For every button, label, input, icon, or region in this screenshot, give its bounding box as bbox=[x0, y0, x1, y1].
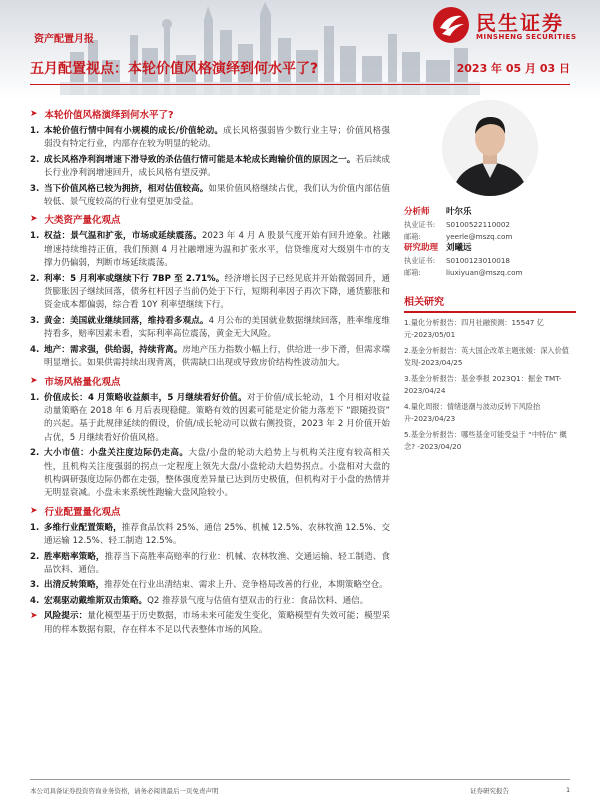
list-item bbox=[30, 315, 390, 342]
item-body: 推荐当下高胜率高赔率的行业：机械、农林牧渔、交通运输、轻工制造、食品饮料、通信。 bbox=[44, 551, 390, 575]
related-research-item[interactable]: 4.量化周报：情绪退潮与波动反转下风险抬升-2023/04/23 bbox=[404, 401, 541, 423]
analyst-block bbox=[404, 206, 576, 279]
footer-divider bbox=[30, 779, 570, 780]
item-bold: 大小市值：小盘关注度边际仍走高。 bbox=[44, 448, 189, 459]
item-body: 2023 年 4 月 A 股景气度开始有回升迹象。社融增速持续维持正值，我们预测 4 月社融增速为温和扩张水平，信贷维度对大级别牛市的支撑力仍偏弱，判断市场延续震荡。 bbox=[44, 231, 390, 269]
item-text bbox=[44, 392, 390, 446]
item-text bbox=[44, 183, 390, 210]
item-text bbox=[44, 125, 390, 152]
cert-number: S0100123010018 bbox=[446, 256, 511, 266]
list-item bbox=[30, 183, 390, 210]
item-body: 大盘/小盘的轮动大趋势上与机构关注度有较高相关性，且机构关注度强弱的拐点一定程度上领先大盘/小盘轮动大趋势拐点。小盘相对大盘的机构调研强度边际仍都在走强，整体强度差异量已达到历史极值，但机构对于小盘的热情并无明显衰减。小盘未来系统性跑输大盘风险较小。 bbox=[44, 448, 390, 499]
logo-chinese-name: 民生证券 bbox=[476, 11, 564, 35]
section-heading bbox=[30, 504, 390, 518]
item-number: 3. bbox=[30, 580, 40, 591]
analyst-photo bbox=[442, 100, 538, 196]
item-number: 3. bbox=[30, 315, 40, 326]
item-number: 1. bbox=[30, 522, 40, 533]
item-number: 1. bbox=[30, 231, 40, 242]
risk-text bbox=[44, 610, 390, 637]
section-heading-text: 本轮价值风格演绎到何水平了? bbox=[44, 110, 174, 121]
item-text bbox=[44, 522, 390, 549]
item-body: 房地产压力指数小幅上行，供给进一步下滑，但需求端明显增长。如果供需持续出现背离，供需缺口出现或导致房价结构性波动加大。 bbox=[44, 344, 390, 369]
analyst-name: 叶尔乐 bbox=[446, 207, 472, 217]
list-item bbox=[30, 344, 390, 371]
item-text bbox=[44, 595, 390, 608]
item-number: 2. bbox=[30, 448, 40, 459]
item-body: 如果价值风格继续占优，我们认为价值内部估值较低、景气度较高的行业有望更加受益。 bbox=[44, 183, 390, 208]
related-research-item[interactable]: 2.基金分析报告：英大国企改革主题张媛：深入价值发现-2023/04/25 bbox=[404, 345, 569, 367]
arrow-right-icon: ➤ bbox=[30, 611, 38, 622]
item-bold: 权益：景气温和扩张，市场或延续震荡。 bbox=[44, 231, 202, 242]
item-body: 4 月公布的美国就业数据继续回落，胜率维度维持看多，赔率因素未看，实际利率高位震荡，黄金无大风险。 bbox=[44, 315, 390, 340]
item-text bbox=[44, 344, 390, 371]
item-bold: 当下价值风格已较为拥挤，相对估值较高。 bbox=[44, 183, 209, 194]
related-research-item[interactable]: 1.量化分析报告：四月社融预测：15547 亿元-2023/05/01 bbox=[404, 317, 544, 339]
item-text bbox=[44, 579, 390, 592]
section-heading-text: 行业配置量化观点 bbox=[44, 506, 121, 518]
summary-column bbox=[30, 104, 390, 639]
footer-label: 证券研究报告 bbox=[470, 787, 509, 795]
item-bold: 本轮价值行情中间有小规模的成长/价值轮动。 bbox=[44, 126, 224, 136]
list-item bbox=[30, 595, 390, 608]
analyst-role: 分析师 bbox=[404, 207, 430, 217]
minsheng-logo-icon bbox=[432, 6, 470, 44]
email-label: 邮箱: bbox=[404, 231, 421, 241]
list-item bbox=[30, 551, 390, 578]
item-bold: 出清反转策略， bbox=[44, 580, 105, 591]
item-number: 1. bbox=[30, 126, 40, 136]
email-label: 邮箱: bbox=[404, 267, 421, 277]
related-research-list bbox=[404, 317, 576, 453]
list-item bbox=[30, 154, 390, 181]
person-portrait-icon bbox=[442, 100, 538, 196]
item-body: 推荐处在行业出清结束、需求上升、竞争格局改善的行业，本期策略空仓。 bbox=[104, 580, 388, 591]
related-research-heading: 相关研究 bbox=[404, 293, 576, 313]
item-bold: 多维行业配置策略， bbox=[44, 522, 122, 533]
item-body: Q2 推荐景气度与估值有望双击的行业：食品饮料、通信。 bbox=[147, 595, 369, 606]
item-text bbox=[44, 447, 390, 501]
item-text bbox=[44, 551, 390, 578]
item-number: 4. bbox=[30, 595, 40, 606]
arrow-right-icon: ➤ bbox=[30, 375, 38, 386]
arrow-right-icon: ➤ bbox=[30, 505, 38, 516]
city-skyline-image bbox=[60, 0, 480, 95]
report-header bbox=[0, 0, 600, 100]
item-bold: 地产：需求强，供给弱，持续背离。 bbox=[44, 344, 183, 355]
arrow-right-icon: ➤ bbox=[30, 109, 38, 119]
item-text bbox=[44, 273, 390, 313]
analyst-name: 刘曦远 bbox=[446, 243, 472, 254]
item-body: 成长风格强弱皆少数行业主导；价值风格强弱没有特定行业，内部存在较为明显的轮动。 bbox=[44, 126, 390, 150]
risk-warning bbox=[30, 610, 390, 637]
item-number: 2. bbox=[30, 551, 40, 562]
item-bold: 成长风格净利润增速下滑导致的杀估值行情可能是本轮成长跑输价值的原因之一。 bbox=[44, 154, 356, 165]
list-item bbox=[30, 579, 390, 592]
arrow-right-icon: ➤ bbox=[30, 214, 38, 225]
list-item bbox=[30, 273, 390, 313]
minsheng-logo bbox=[432, 6, 582, 46]
analyst-role: 研究助理 bbox=[404, 243, 439, 254]
item-bold: 黄金：美国就业继续回落，维持看多观点。 bbox=[44, 315, 209, 326]
item-bold: 价值成长：4 月策略收益颇丰，5 月继续看好价值。 bbox=[44, 392, 247, 403]
item-number: 1. bbox=[30, 392, 40, 403]
section-heading bbox=[30, 107, 390, 121]
analyst-email[interactable]: yeerle@mszq.com bbox=[446, 231, 513, 241]
report-type: 资产配置月报 bbox=[34, 34, 94, 45]
report-title: 五月配置视点：本轮价值风格演绎到何水平了? bbox=[30, 61, 319, 77]
list-item bbox=[30, 125, 390, 152]
analyst-email[interactable]: liuxiyuan@mszq.com bbox=[446, 267, 523, 277]
item-body: 推荐食品饮料 25%、通信 25%、机械 12.5%、农林牧渔 12.5%、交通运输 12.5%、轻工制造 12.5%。 bbox=[44, 522, 390, 547]
footer-disclaimer: 本公司具备证券投资咨询业务资格，请务必阅读最后一页免责声明 bbox=[30, 787, 219, 795]
cert-label: 执业证书: bbox=[404, 219, 436, 229]
item-body: 若后续成长行业净利润增速回升，成长风格有望反弹。 bbox=[44, 154, 390, 179]
list-item bbox=[30, 522, 390, 549]
section-heading-text: 市场风格量化观点 bbox=[44, 376, 121, 388]
cert-number: S0100522110002 bbox=[446, 219, 511, 229]
item-text bbox=[44, 154, 390, 181]
sidebar-column bbox=[404, 100, 576, 457]
item-text bbox=[44, 315, 390, 342]
item-text bbox=[44, 230, 390, 270]
page-number: 1 bbox=[566, 786, 571, 794]
item-number: 3. bbox=[30, 183, 40, 194]
item-number: 4. bbox=[30, 344, 40, 355]
logo-english-name: MINSHENG SECURITIES bbox=[476, 33, 577, 41]
related-research-item[interactable]: 5.基金分析报告：哪些基金可能受益于 “中特估” 概念? -2023/04/20 bbox=[404, 429, 567, 451]
related-research-item[interactable]: 3.基金分析报告：基金季报 2023Q1：掘金 TMT-2023/04/24 bbox=[404, 373, 562, 395]
item-bold: 利率：5 月利率或继续下行 7BP 至 2.71%。 bbox=[44, 273, 225, 284]
list-item bbox=[30, 230, 390, 270]
item-body: 对于价值/成长轮动，1 个月相对收益动量策略在 2018 年 6 月后表现稳健。策略有效的因素可能是定价能力落差下 “跟随投资” 的兴起。基于此规律延续的假设，价值/成长轮动可以做右侧投资，2023 年 2 月价值开始占优，5 月继续看好价值风格。 bbox=[44, 392, 390, 443]
item-body: 经济增长因子已经见底并开始微弱回升，通货膨胀因子继续回落，债务杠杆因子当前仍处于下行，短期利率因子再次下降，通货膨胀和资金成本都偏弱，综合看 10Y 利率望继续下行。 bbox=[44, 273, 390, 311]
title-divider bbox=[30, 84, 570, 85]
item-bold: 宏观驱动戴维斯双击策略。 bbox=[44, 595, 148, 606]
section-heading bbox=[30, 212, 390, 226]
report-date: 2023 年 05 月 03 日 bbox=[456, 62, 570, 75]
item-bold: 胜率赔率策略， bbox=[44, 551, 105, 562]
title-bar bbox=[30, 58, 570, 80]
risk-body: 量化模型基于历史数据，市场未来可能发生变化，策略模型有失效可能；模型采用的样本数据有限，存在样本不足以代表整体市场的风险。 bbox=[44, 611, 390, 635]
cert-label: 执业证书: bbox=[404, 256, 436, 266]
section-heading-text: 大类资产量化观点 bbox=[44, 215, 121, 227]
list-item bbox=[30, 447, 390, 501]
list-item bbox=[30, 392, 390, 446]
section-heading bbox=[30, 374, 390, 388]
item-number: 2. bbox=[30, 273, 40, 284]
risk-label: 风险提示： bbox=[44, 611, 88, 622]
item-number: 2. bbox=[30, 154, 40, 165]
